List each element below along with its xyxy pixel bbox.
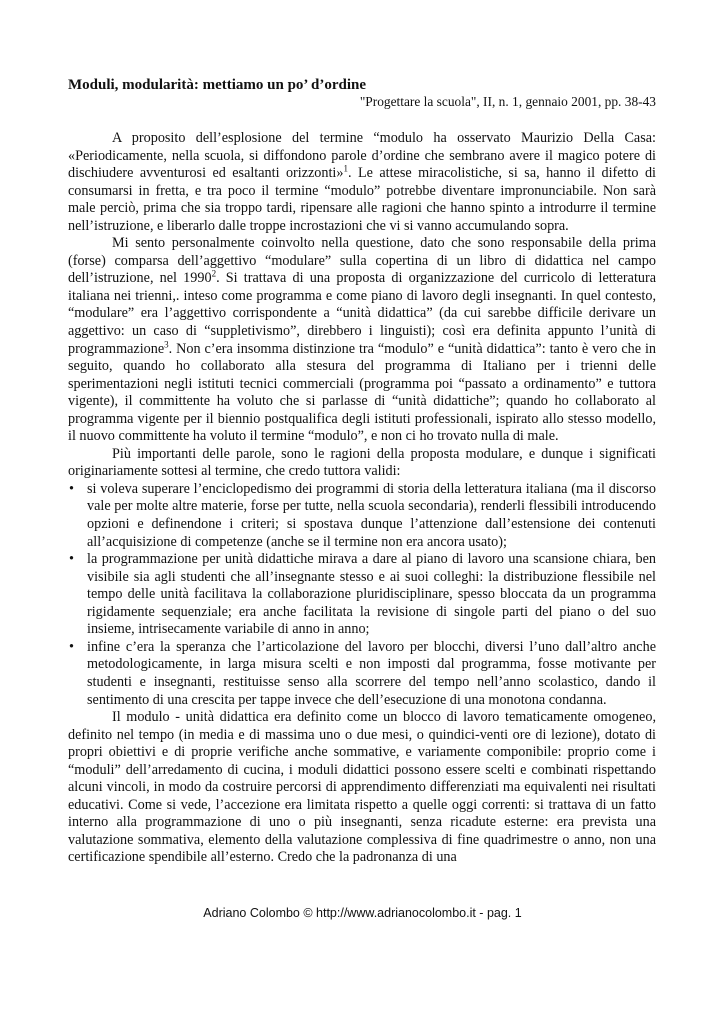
- paragraph-2: [68, 235, 656, 446]
- bullet-list: [68, 481, 656, 709]
- footnote-ref-2[interactable]: 2: [211, 268, 217, 279]
- bullet-item: • la programmazione per unità didattiche mirava a dare al piano di lavoro una scansione chiara, ben visibile sia agli studenti che all’insegnante stesso e ai suoi colleghi: la distribuzione flessibile nel tempo delle unità facilitava la collaborazione pluridisciplinare, spesso bloccata da un programma rigidamente sequenziale; era anche facilitata la revisione di singole parti del piano o del suo insieme, intrisecamente variabile di anno in anno;: [68, 551, 656, 639]
- footnote-ref-1[interactable]: 1: [343, 163, 348, 174]
- paragraph-2-text-b: . Si trattava di una proposta di organizzazione del curricolo di letteratura italiana nei trienni,. inteso come programma e come piano di lavoro degli insegnanti. In quel contesto, “modulare” era l’aggettivo corrispondente a “unità didattica” (da cui sarebbe difficile derivare un aggettivo: un caso di “suppletivismo”, direbbero i linguisti); così era definita appunto l’unità di programmazione: [68, 270, 656, 357]
- bullet-item: • si voleva superare l’enciclopedismo dei programmi di storia della letteratura italiana (ma il discorso vale per molte altre materie, forse per tutte, nella scuola secondaria), renderli flessibili introducendo opzioni e definendone i criteri; si spostava dunque l’attenzione dall’estensione dei contenuti all’acquisizione di competenze (anche se il termine non era ancora usato);: [68, 481, 656, 551]
- paragraph-1-text-a: A proposito dell’esplosione del termine “modulo ha osservato Maurizio Della Casa: «Periodicamente, nella scuola, si diffondono parole d’ordine che sembrano avere il magico potere di dischiudere avventurosi ed esaltanti orizzonti»: [68, 130, 656, 182]
- footnote-ref-3[interactable]: 3: [164, 338, 169, 349]
- bullet-item: • infine c’era la speranza che l’articolazione del lavoro per blocchi, diversi l’uno dall’altro anche metodologicamente, in larga misura scelti e non imposti dal programma, fosse motivante per studenti e insegnanti, restituisse senso alla scorrere del tempo nell’anno scolastico, dando il sentimento di una crescita per tappe invece che dell’esecuzione di una monotona condanna.: [68, 639, 656, 709]
- document-title: Moduli, modularità: mettiamo un po’ d’ordine: [68, 77, 367, 93]
- page-footer: Adriano Colombo © http://www.adrianocolombo.it - pag. 1: [203, 906, 522, 920]
- paragraph-1: [68, 130, 656, 235]
- paragraph-2-text-a: Mi sento personalmente coinvolto nella questione, dato che sono responsabile della prima (forse) comparsa dell’aggettivo “modulare” sulla copertina di un libro di didattica nel campo dell’istruzione, nel 1990: [68, 235, 656, 287]
- paragraph-2-text-c: . Non c’era insomma distinzione tra “modulo” e “unità didattica”: tanto è vero che in seguito, quando ho collaborato alla stesura del programma di Italiano per i trienni delle sperimentazioni negli istituti tecnici commerciali (programma poi “passato a ordinamento” e tuttora vigente), il committente ha voluto che si parlasse di “unità didattiche”; quando ho collaborato al programma vigente per il biennio postqualifica degli istituti professionali, ispirato allo stesso modello, il nuovo committente ha voluto il termine “modulo”, e non ci ho trovato nulla di male.: [68, 340, 656, 445]
- paragraph-1-text-b: . Le attese miracolistiche, si sa, hanno il difetto di consumarsi in fretta, e tra poco il termine “modulo” potrebbe diventare impronunciabile. Non sarà male perciò, prima che sia troppo tardi, ripensare alle ragioni che hanno spinto a introdurre il termine nell’istruzione, e liberarlo dalle troppe incrostazioni che vi si vanno accumulando sopra.: [68, 165, 656, 234]
- document-page: [68, 76, 656, 867]
- paragraph-4: Il modulo - unità didattica era definito come un blocco di lavoro tematicamente omogeneo, definito nel tempo (in media e di massima uno o due mesi, o quindici-venti ore di lezione), dotato di propri obiettivi e di proprie verifiche anche sommative, e variamente componibile: proprio come i “moduli” dell’arredamento di cucina, i moduli didattici possono essere scelti e combinati rispettando alcuni vincoli, in modo da costruire percorsi di apprendimento differenziati ma equivalenti nei risultati educativi. Come si vede, l’accezione era limitata rispetto a quelle oggi correnti: si trattava di un fatto interno alla programmazione di uno o più insegnanti, senza ricadute esterne: era prevista una valutazione sommativa, elemento della valutazione complessiva di fine quadrimestre o anno, non una certificazione spendibile all’esterno. Credo che la padronanza di una: [68, 709, 656, 866]
- paragraph-3: Più importanti delle parole, sono le ragioni della proposta modulare, e dunque i significati originariamente sottesi al termine, che credo tuttora validi:: [68, 445, 656, 480]
- document-body: [68, 130, 656, 867]
- source-citation: "Progettare la scuola", II, n. 1, gennaio 2001, pp. 38-43: [359, 94, 656, 109]
